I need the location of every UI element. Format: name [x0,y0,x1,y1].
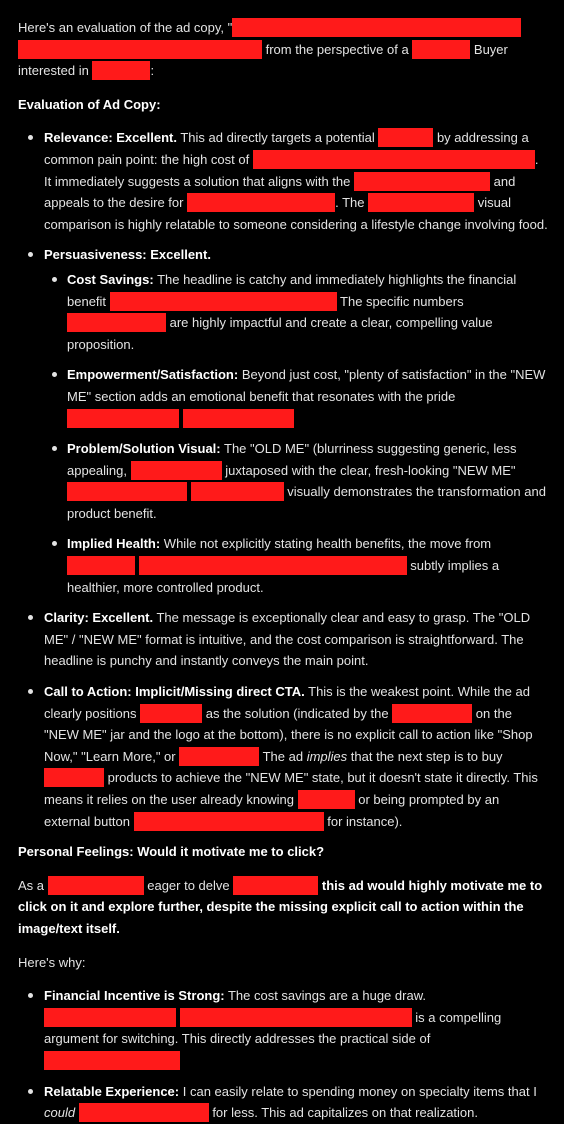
redaction [92,61,150,80]
item-text: This is the weakest point. While the ad clearly positions [44,684,530,721]
item-text: products to achieve the "NEW ME" state, but it doesn't state it directly. This means it relies on the user already knowing [44,770,538,807]
redaction [67,556,135,575]
item-text: implies [306,748,348,764]
redaction [233,876,318,895]
redaction [44,1051,180,1070]
item-title: Relevance: Excellent. [44,130,177,146]
item-text: . The [335,195,369,211]
intro-text: from the perspective of a [262,41,413,57]
redaction [368,193,474,212]
item-text: I can easily relate to spending money on specialty items that I [179,1083,537,1099]
item-text: or being prompted by an external button [44,792,500,829]
item-title: Clarity: Excellent. [44,610,154,626]
item-text: While not explicitly stating health benefits, the move from [160,536,492,552]
redaction [378,128,433,147]
item-text: and appeals to the desire for [44,173,516,211]
item-title: Persuasiveness: Excellent. [44,247,211,263]
list-item-persuasiveness [18,244,548,598]
redaction [44,768,104,787]
item-title: Implied Health: [67,536,161,552]
item-text: are highly impactful and create a clear, compelling value proposition. [67,315,493,352]
item-text: This ad directly targets a potential [176,130,379,146]
item-text: Beyond just cost, "plenty of satisfaction" in the "NEW ME" section adds an emotional benefit that resonates with the pride [67,367,546,404]
redaction [183,409,294,428]
item-text: The message is exceptionally clear and easy to grasp. The "OLD ME" / "NEW ME" format is intuitive, and the cost comparison is straightforward. The headline is punchy and instantly conveys the main point. [44,610,531,669]
item-title: Call to Action: Implicit/Missing direct CTA. [44,684,305,700]
item-text: The headline is catchy and immediately highlights the financial benefit [67,271,517,309]
redaction [67,409,179,428]
intro-text: Here's an evaluation of the ad copy, " [18,20,233,35]
item-text: is a compelling argument for switching. This directly addresses the practical side of [44,1009,502,1047]
redaction [187,193,335,212]
persuasiveness-sublist [44,269,548,598]
item-text: as the solution (indicated by the [202,705,393,721]
section-heading-evaluation: Evaluation of Ad Copy: [18,96,161,112]
feelings-text-bold: this ad would highly motivate me to click on it and explore further, despite the missing explicit call to action within the image/text itself. [18,877,543,936]
redaction [179,747,259,766]
item-title: Empowerment/Satisfaction: [67,367,239,383]
section-heading-feelings: Personal Feelings: Would it motivate me to click? [18,844,325,860]
redaction [134,812,324,831]
item-text: The cost savings are a huge draw. [224,988,426,1004]
item-text: for instance). [323,813,403,829]
redaction [139,556,407,575]
intro-text: Buyer interested in [18,41,508,79]
item-text: subtly implies a healthier, more controlled product. [67,558,500,595]
reasons-list [18,985,548,1124]
redaction [110,292,337,311]
item-text: juxtaposed with the clear, fresh-looking "NEW ME" [221,462,516,478]
list-item-problem-solution [44,438,548,524]
list-item-cost-savings [44,269,548,355]
feelings-paragraph [18,875,548,940]
list-item-clarity [18,607,548,672]
redaction [392,704,472,723]
redaction [67,313,166,332]
item-title: Financial Incentive is Strong: [44,988,225,1004]
evaluation-list [18,127,548,832]
item-text: The specific numbers [336,293,464,309]
redaction [412,40,470,59]
item-text: The "OLD ME" (blurriness suggesting generic, less appealing, [67,441,517,478]
feelings-text: eager to delve [143,877,234,893]
redaction [140,704,202,723]
item-text: could [44,1105,76,1121]
item-text: visually demonstrates the transformation and product benefit. [67,484,546,521]
list-item-call-to-action [18,681,548,832]
redaction [48,876,144,895]
redaction [79,1103,209,1122]
redaction [18,40,262,59]
item-text: that the next step is to buy [347,748,503,764]
redaction [131,461,222,480]
redaction [232,18,521,37]
item-title: Cost Savings: [67,271,154,287]
item-text: by addressing a common pain point: the high cost of [44,130,529,167]
redaction [191,482,284,501]
redaction [67,482,187,501]
item-text: The ad [259,748,307,764]
redaction [253,150,535,169]
item-text: on the "NEW ME" jar and the logo at the bottom), there is no explicit call to action like "Shop Now," "Learn More," or [44,705,533,764]
redaction [354,172,490,191]
list-item-financial-incentive [18,985,548,1071]
feelings-text: As a [18,877,48,893]
item-text: visual comparison is highly relatable to someone considering a lifestyle change involving food. [44,195,548,232]
item-text: for less. This ad capitalizes on that realization. [208,1105,478,1121]
intro-text: : [150,63,155,79]
why-label: Here's why: [18,954,86,970]
list-item-empowerment [44,364,548,429]
item-text: . It immediately suggests a solution that aligns with the [44,151,539,189]
item-title: Relatable Experience: [44,1083,180,1099]
intro-paragraph [18,17,548,82]
list-item-relatable-experience [18,1081,548,1124]
redaction [298,790,355,809]
list-item-relevance [18,127,548,235]
item-title: Problem/Solution Visual: [67,441,221,457]
list-item-implied-health [44,533,548,598]
